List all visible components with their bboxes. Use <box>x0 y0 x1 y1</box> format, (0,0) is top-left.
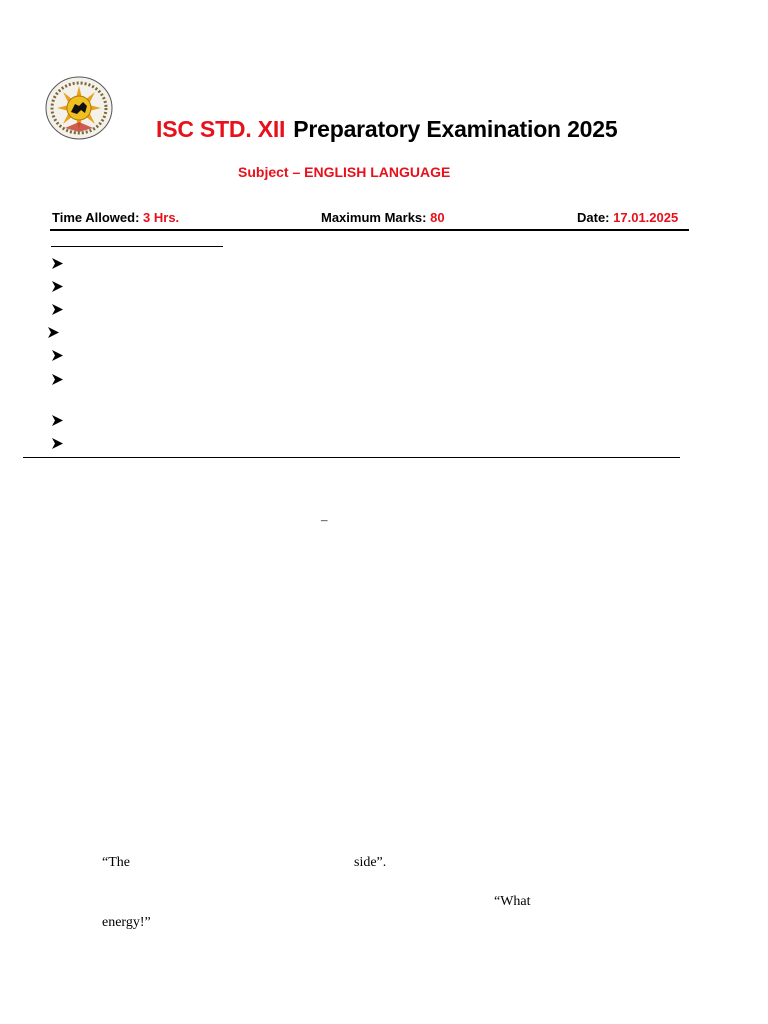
instructions-underline <box>51 246 223 247</box>
arrowhead-bullet-icon <box>52 281 66 295</box>
exam-title <box>156 116 617 143</box>
arrowhead-bullet-icon <box>52 374 66 388</box>
marks-label: Maximum Marks: <box>321 210 427 225</box>
passage-fragment-energy: energy!” <box>102 915 151 930</box>
arrowhead-bullet-icon <box>52 304 66 318</box>
marks-value: 80 <box>430 210 445 225</box>
arrowhead-bullet-icon <box>52 258 66 272</box>
passage-fragment-the: “The <box>102 855 130 870</box>
title-exam: Preparatory Examination 2025 <box>293 116 618 142</box>
association-seal-icon <box>45 76 113 140</box>
date-value: 17.01.2025 <box>613 210 679 225</box>
time-label: Time Allowed: <box>52 210 140 225</box>
arrowhead-bullet-icon <box>52 415 66 429</box>
exam-date <box>577 210 678 225</box>
maximum-marks <box>321 210 445 225</box>
time-allowed <box>52 210 179 225</box>
header-rule <box>50 229 689 231</box>
arrowhead-bullet-icon <box>48 327 62 341</box>
passage-fragment-side: side”. <box>354 855 387 870</box>
subject-line: Subject – ENGLISH LANGUAGE <box>238 164 451 180</box>
passage-fragment-what: “What <box>494 894 531 909</box>
date-label: Date: <box>577 210 610 225</box>
time-value: 3 Hrs. <box>143 210 180 225</box>
arrowhead-bullet-icon <box>52 350 66 364</box>
arrowhead-bullet-icon <box>52 438 66 452</box>
instructions-bottom-rule <box>23 457 680 458</box>
section-dash: – <box>321 512 328 527</box>
title-class: ISC STD. XII <box>156 116 286 142</box>
